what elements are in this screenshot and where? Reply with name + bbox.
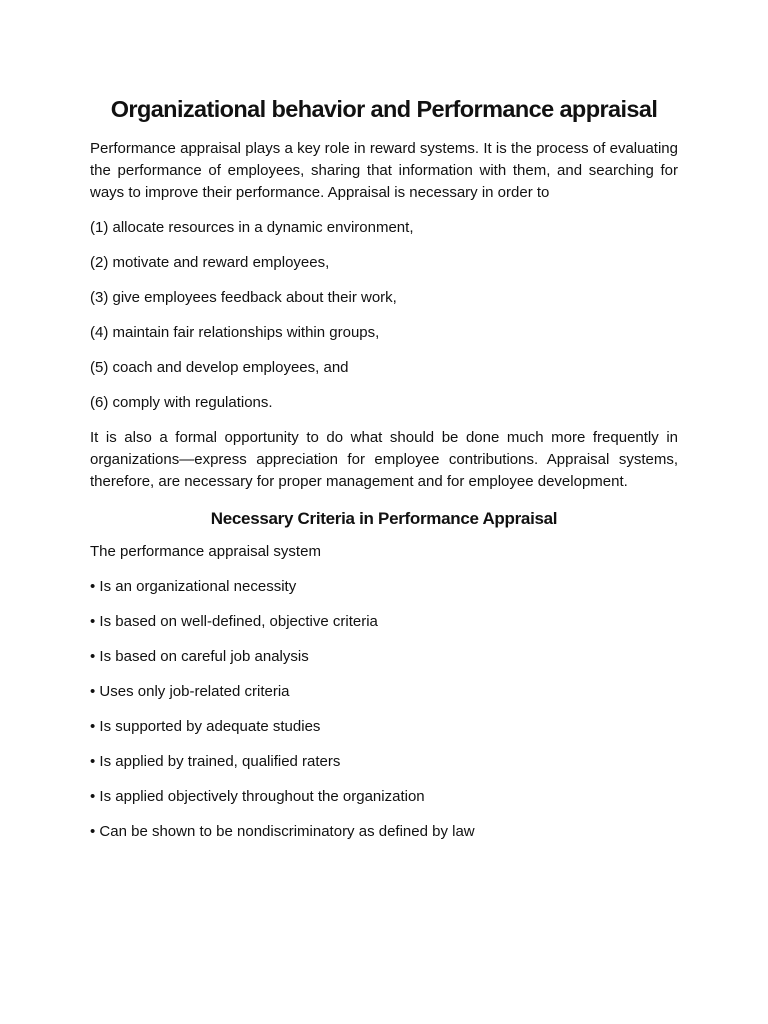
criteria-intro: The performance appraisal system xyxy=(90,543,321,560)
numbered-item: (2) motivate and reward employees, xyxy=(90,254,330,271)
numbered-item: (3) give employees feedback about their work, xyxy=(90,289,397,306)
numbered-item: (1) allocate resources in a dynamic environment, xyxy=(90,219,414,236)
criteria-item: • Uses only job-related criteria xyxy=(90,683,290,700)
numbered-item: (6) comply with regulations. xyxy=(90,394,273,411)
criteria-item: • Is supported by adequate studies xyxy=(90,718,321,735)
document-title: Organizational behavior and Performance appraisal xyxy=(110,96,658,122)
second-paragraph: It is also a formal opportunity to do what should be done much more frequently in organizations—express appreciation for employee contributions. Appraisal systems, therefore, are necessary for proper management and for employee development. xyxy=(90,429,678,490)
criteria-item: • Is an organizational necessity xyxy=(90,578,297,595)
numbered-item: (5) coach and develop employees, and xyxy=(90,359,349,376)
criteria-item: • Can be shown to be nondiscriminatory as defined by law xyxy=(90,823,475,840)
criteria-item: • Is based on well-defined, objective criteria xyxy=(90,613,378,630)
numbered-item: (4) maintain fair relationships within groups, xyxy=(90,324,380,341)
criteria-item: • Is applied objectively throughout the organization xyxy=(90,788,425,805)
section-heading: Necessary Criteria in Performance Appraisal xyxy=(210,509,558,528)
criteria-item: • Is applied by trained, qualified raters xyxy=(90,753,341,770)
document-page xyxy=(90,92,678,843)
criteria-item: • Is based on careful job analysis xyxy=(90,648,309,665)
intro-paragraph: Performance appraisal plays a key role in reward systems. It is the process of evaluating the performance of employees, sharing that information with them, and searching for ways to improve their performance. Appraisal is necessary in order to xyxy=(90,140,678,201)
